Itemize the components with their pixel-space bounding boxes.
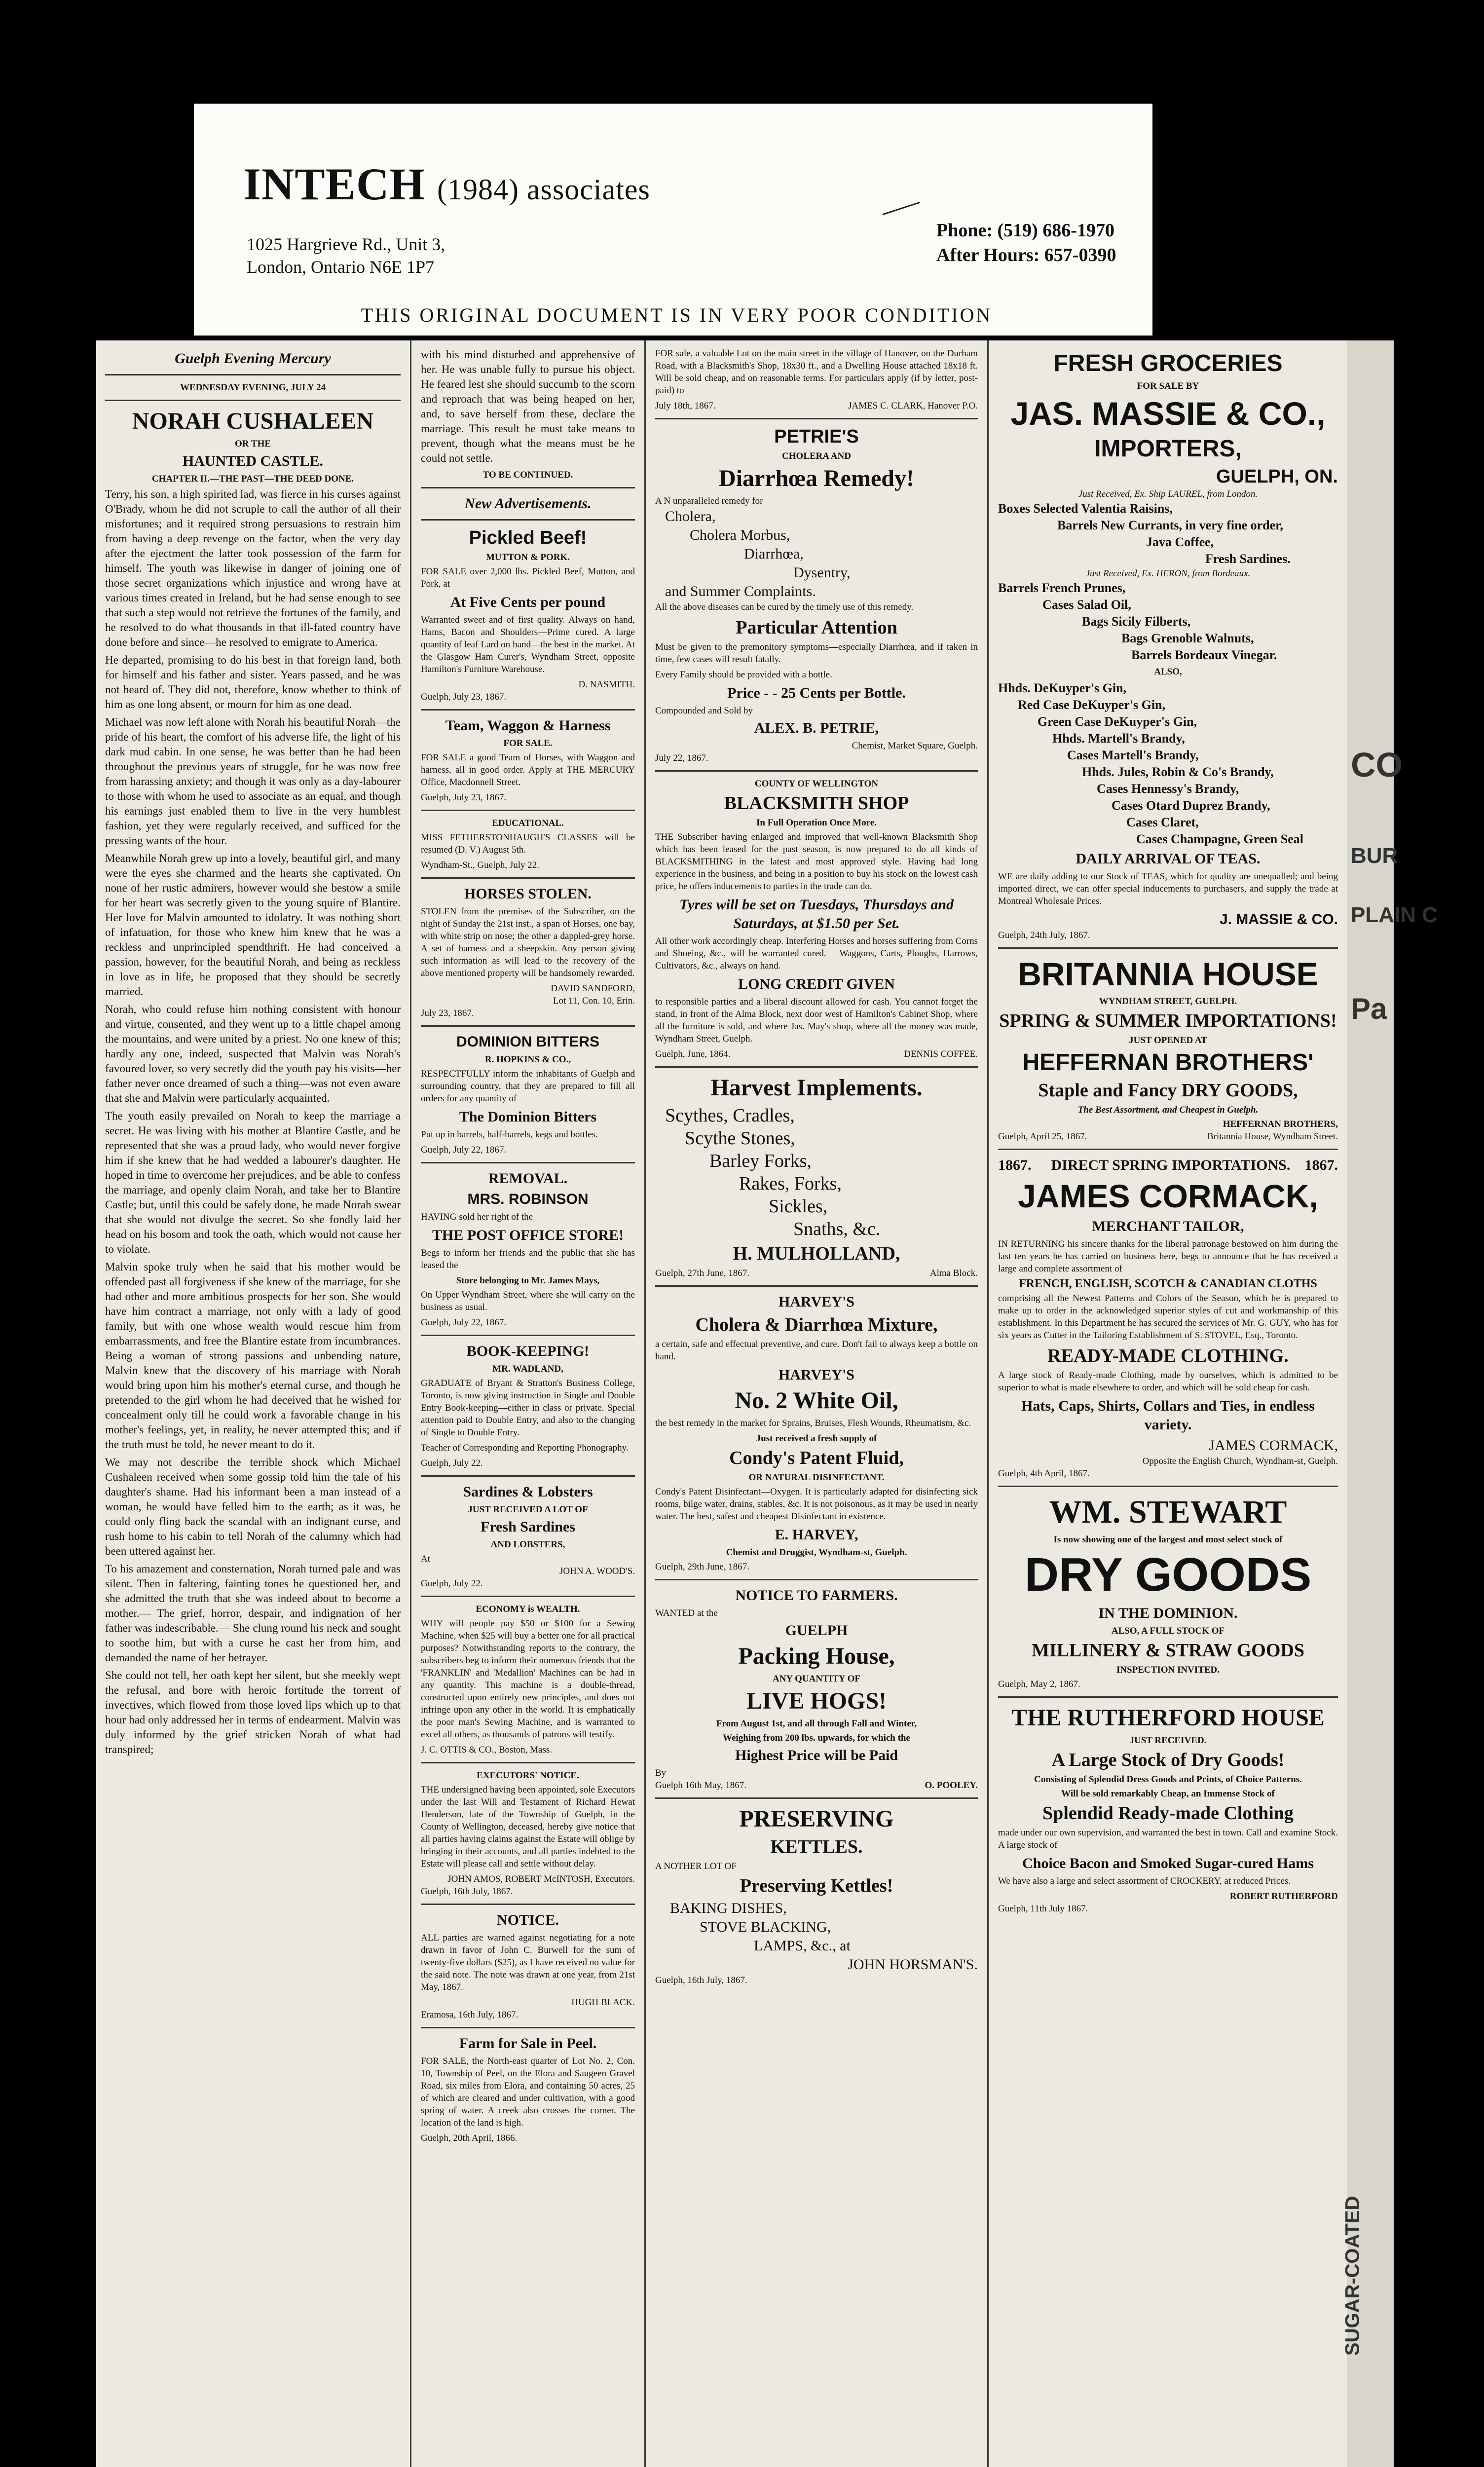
ad-body: MISS FETHERSTONHAUGH'S CLASSES will be resumed (D. V.) August 5th. bbox=[421, 832, 635, 855]
strip-text: CO bbox=[1351, 746, 1403, 784]
ad-body: FOR SALE a good Team of Horses, with Waggon and harness, all in good order. Apply at THE MERCURY Office, Macdonnell Street. bbox=[421, 752, 635, 787]
story-paragraph: We may not describe the terrible shock which Michael Cushaleen received when some gossip told him the tale of his daughter's shame. Had his informant been a man instead of a woman, he would have felled him to the earth; as it was, he could only fling back the scandal with an indignant curse, and rush home to his cabin to tell Norah of the calumny which had been uttered against her. bbox=[105, 1456, 401, 1557]
story-subtitle: OR THE bbox=[234, 439, 271, 449]
ad-product: READY-MADE CLOTHING. bbox=[1047, 1346, 1289, 1366]
ad-body: Consisting of Splendid Dress Goods and Prints, of Choice Patterns. bbox=[1034, 1774, 1302, 1785]
ad-signature: E. HARVEY, bbox=[775, 1527, 858, 1543]
ad-body: ANY QUANTITY OF bbox=[772, 1674, 861, 1684]
ad-body: A NOTHER LOT OF bbox=[655, 1861, 737, 1871]
ad-date: Guelph, 16th July, 1867. bbox=[421, 1886, 513, 1897]
ad-body: ALSO, A FULL STOCK OF bbox=[1111, 1626, 1225, 1636]
ad-product: Cholera & Diarrhœa Mixture, bbox=[695, 1314, 938, 1335]
ad-body: FOR SALE over 2,000 lbs. Pickled Beef, Mutton, and Pork, at bbox=[421, 566, 635, 589]
ad-date: Guelph, 29th June, 1867. bbox=[655, 1562, 750, 1572]
list-item: Rakes, Forks, bbox=[739, 1173, 842, 1194]
ad-signature: ROBERT RUTHERFORD bbox=[1229, 1891, 1338, 1902]
column-3 bbox=[646, 340, 987, 2467]
ad-title: HORSES STOLEN. bbox=[464, 886, 592, 902]
ad-signature: ALEX. B. PETRIE, bbox=[754, 720, 879, 736]
list-item: Green Case DeKuyper's Gin, bbox=[1038, 714, 1197, 729]
ad-date: July 23, 1867. bbox=[421, 1008, 474, 1018]
ad-product: Fresh Sardines bbox=[481, 1519, 575, 1535]
ad-subtitle: ALSO, bbox=[1154, 667, 1182, 677]
ad-address: Alma Block. bbox=[929, 1268, 978, 1278]
column-rule bbox=[644, 340, 646, 2467]
list-item: STOVE BLACKING, bbox=[700, 1919, 831, 1935]
list-item: Cases Otard Duprez Brandy, bbox=[1112, 798, 1270, 813]
ad-body: a certain, safe and effectual preventive, and cure. Don't fail to always keep a bottle on hand. bbox=[655, 1339, 978, 1362]
column-2 bbox=[412, 340, 644, 2467]
ad-price: At Five Cents per pound bbox=[450, 594, 606, 610]
list-item: Hhds. Jules, Robin & Co's Brandy, bbox=[1082, 765, 1274, 779]
ad-body: Weighing from 200 lbs. upwards, for which the bbox=[723, 1733, 910, 1743]
ad-subtitle: Particular Attention bbox=[736, 617, 897, 638]
ad-product: MILLINERY & STRAW GOODS bbox=[1032, 1640, 1304, 1661]
ad-title: DAILY ARRIVAL OF TEAS. bbox=[1076, 851, 1261, 867]
section-heading: New Advertisements. bbox=[464, 495, 592, 512]
ad-body: FOR SALE, the North-east quarter of Lot No. 2, Con. 10, Township of Peel, on the Elora and Saugeen Gravel Road, six miles from Elora, and containing 50 acres, 25 of which are cleared and under cultivation, with a good spring of water. A creek also crosses the corner. The location of the land is high. bbox=[421, 2056, 635, 2128]
ad-date: Eramosa, 16th July, 1867. bbox=[421, 2010, 519, 2020]
ad-product: DRY GOODS bbox=[1024, 1548, 1312, 1601]
ad-product: Store belonging to Mr. James Mays, bbox=[456, 1275, 600, 1286]
list-item: Cases Salad Oil, bbox=[1042, 598, 1131, 612]
ad-date: July 22, 1867. bbox=[655, 753, 708, 763]
ad-date: Guelph, 16th July, 1867. bbox=[655, 1975, 747, 1985]
company-address: 1025 Hargrieve Rd., Unit 3, London, Ontario N6E 1P7 bbox=[247, 234, 445, 277]
ad-date: Guelph, 11th July 1867. bbox=[998, 1904, 1088, 1914]
story-paragraph: with his mind disturbed and apprehensive of her. He was unable fully to pursue his object. He feared lest she should succumb to the scorn and reproach that was being heaped on her, and, to save herself from these, declare the marriage. This result he must take means to prevent, though what the means must be he could not settle. bbox=[421, 348, 635, 464]
ad-signature: HEFFERNAN BROTHERS, bbox=[1223, 1119, 1338, 1129]
ad-subtitle: FOR SALE. bbox=[503, 738, 553, 748]
ad-product: No. 2 White Oil, bbox=[735, 1387, 898, 1414]
ad-signature: DAVID SANDFORD, bbox=[551, 983, 635, 994]
ad-signature: J. MASSIE & CO. bbox=[1219, 911, 1338, 928]
ad-title: FRESH GROCERIES bbox=[1053, 350, 1283, 376]
ad-title: Harvest Implements. bbox=[710, 1075, 923, 1101]
story-paragraph: Malvin spoke truly when he said that his mother would be offended past all forgiveness if she knew of the marriage, for she had other and more ambitious prospects for her son. She would have him contract a marriage, not only with a lady of good family, but with one whose wealth would rescue him from embarrassments, and free the Blantire estate from incumbrances. Being a woman of strong passions and unbending nature, Malvin knew that the discovery of his marriage with Norah would bring upon him his mother's eternal curse, and though he pretended to the girl whom he had deceived that he wished for concealment only till he could work a favorable change in his mother's feelings, yet, in reality, he never attempted this; and if the truth must be told, he never meant to do it. bbox=[105, 1261, 401, 1451]
arrow-mark bbox=[882, 202, 926, 234]
remedy-list bbox=[655, 507, 978, 601]
ad-body: WHY will people pay $50 or $100 for a Sewing Machine, when $25 will buy a better one for all practical purposes? Notwithstanding reports to the contrary, the subscribers beg to inform their numerous friends that the 'FRANKLIN' and 'Medallion' Machines can be had in any quantity. This machine is a double-thread, constructed upon entirely new principles, and does not infringe upon any other in the world. It is emphatically the poor man's Sewing Machine, and is warranted to excel all others, as thousands of patrons will testify. bbox=[421, 1618, 635, 1740]
column-4 bbox=[989, 340, 1347, 2467]
ad-product: Diarrhœa Remedy! bbox=[719, 465, 914, 491]
list-item: Cases Claret, bbox=[1126, 815, 1199, 829]
list-item: Scythes, Cradles, bbox=[665, 1105, 795, 1126]
ad-title: HARVEY'S bbox=[779, 1294, 854, 1310]
ad-signature: H. MULHOLLAND, bbox=[733, 1243, 900, 1264]
ad-body: A N unparalleled remedy for bbox=[655, 496, 763, 506]
ad-body: We have also a large and select assortment of CROCKERY, at reduced Prices. bbox=[998, 1876, 1291, 1886]
ad-body: Warranted sweet and of first quality. Always on hand, Hams, Bacon and Shoulders—Prime cured. A large quantity of leaf Lard on hand—the best in the market. At the Glasgow Ham Curer's, Wyndham Street, opposite Hamilton's Furniture Warehouse. bbox=[421, 615, 635, 674]
ad-title: Pickled Beef! bbox=[469, 527, 587, 548]
story-paragraph: To his amazement and consternation, Norah turned pale and was silent. Then in faltering, fainting tones he questioned her, and she admitted the truth that she was indeed about to become a mother.— The grief, horror, despair, and indignation of her father was indescribable.— She clung round his neck and sought to soothe him, but with a curse he cast her from him, and demanded the name of her betrayer. bbox=[105, 1563, 401, 1664]
strip-text: SUGAR-COATED bbox=[1341, 2196, 1364, 2356]
ad-signature: JOHN A. WOOD'S. bbox=[559, 1566, 635, 1576]
story-paragraph: She could not tell, her oath kept her silent, but she meekly wept the refusal, and bore with heroic fortitude the torrent of invectives, which flowed from those loved lips which up to that hour had only addressed her in terms of endearment. Malvin was duly informed by the grief stricken Norah of what had transpired; bbox=[105, 1669, 401, 1756]
list-item: Cases Champagne, Green Seal bbox=[1136, 832, 1303, 846]
ad-signature: JAMES CORMACK, bbox=[1209, 1437, 1338, 1454]
ad-date: Guelph, 4th April, 1867. bbox=[998, 1468, 1090, 1479]
adjacent-page-strip bbox=[1341, 340, 1438, 2467]
list-item: Fresh Sardines. bbox=[1205, 552, 1291, 566]
ad-product: Choice Bacon and Smoked Sugar-cured Hams bbox=[1022, 1855, 1314, 1871]
ad-body: STOLEN from the premises of the Subscriber, on the night of Sunday the 21st inst., a span of Horses, one bay, with white strip on nose; the other a dappled-grey horse. A set of harness and a sheepskin. Any person giving such information as will lead to the recovery of the above mentioned property will be handsomely rewarded. bbox=[421, 906, 635, 978]
ad-signature: JAMES C. CLARK, Hanover P.O. bbox=[848, 401, 978, 411]
masthead: Guelph Evening Mercury bbox=[175, 350, 331, 367]
ad-date: Guelph 16th May, 1867. bbox=[655, 1780, 747, 1791]
list-item: Cholera, bbox=[665, 508, 716, 524]
ad-body: WANTED at the bbox=[655, 1608, 718, 1618]
firm-name: JAS. MASSIE & CO., bbox=[1010, 395, 1326, 432]
ad-body: Will be sold remarkably Cheap, an Immense Stock of bbox=[1061, 1789, 1275, 1799]
list-item: Bags Sicily Filberts, bbox=[1082, 614, 1191, 629]
ad-body: Condy's Patent Disinfectant—Oxygen. It is particularly adapted for disinfecting sick rooms, bilge water, drains, stables, &c. It is not poisonous, as it may be used in nearly water. The best, safest and cheapest Disinfectant in existence. bbox=[655, 1487, 978, 1522]
ad-product: Condy's Patent Fluid, bbox=[729, 1448, 904, 1468]
continued-notice: TO BE CONTINUED. bbox=[482, 470, 573, 480]
ad-title: DOMINION BITTERS bbox=[456, 1034, 599, 1050]
ad-date: Guelph, April 25, 1867. bbox=[998, 1131, 1087, 1142]
condition-notice: THIS ORIGINAL DOCUMENT IS IN VERY POOR CONDITION bbox=[361, 304, 993, 326]
ad-product: THE POST OFFICE STORE! bbox=[432, 1227, 624, 1243]
ad-name: MRS. ROBINSON bbox=[467, 1191, 589, 1207]
ad-signature: JOHN AMOS, ROBERT McINTOSH, Executors. bbox=[447, 1874, 635, 1884]
story-title: NORAH CUSHALEEN bbox=[132, 408, 374, 434]
implements-list bbox=[655, 1104, 978, 1240]
ad-body: Compounded and Sold by bbox=[655, 706, 753, 716]
ad-product: Hats, Caps, Shirts, Collars and Ties, in endless variety. bbox=[1021, 1398, 1315, 1433]
ad-title: ECONOMY is WEALTH. bbox=[476, 1604, 580, 1614]
column-1 bbox=[96, 340, 409, 2467]
ad-date: Guelph, July 22, 1867. bbox=[421, 1145, 507, 1155]
ad-title: REMOVAL. bbox=[488, 1170, 568, 1187]
column-rule bbox=[410, 340, 411, 2467]
ad-subtitle: MERCHANT TAILOR, bbox=[1092, 1218, 1244, 1234]
ad-subtitle: IN THE DOMINION. bbox=[1098, 1605, 1238, 1621]
story-paragraph: The youth easily prevailed on Norah to keep the marriage a secret. He was living with his mother at Blantire Castle, and he represented that she was a proud lady, who would never forgive him if she knew that he had wedded a labourer's daughter. He hoped in time to overcome her prejudices, and be able to confess the marriage, and openly claim Norah, and take her to Blantire Castle; but, until this could be safely done, he made Norah swear that she would not divulge the secret. So she fondly laid her head on his bosom and took the oath, which would not cause her to violate. bbox=[105, 1110, 401, 1255]
column-rule bbox=[987, 340, 989, 2467]
ad-body: A large stock of Ready-made Clothing, made by ourselves, which is admitted to be superior to what is made elsewhere to order, and which will be sold cheap for cash. bbox=[998, 1370, 1338, 1393]
ad-subtitle: MUTTON & PORK. bbox=[485, 552, 570, 562]
ad-body: Is now showing one of the largest and most select stock of bbox=[1053, 1534, 1283, 1545]
ad-header: DIRECT SPRING IMPORTATIONS. bbox=[1051, 1157, 1291, 1173]
ad-body: Tyres will be set on Tuesdays, Thursdays and Saturdays, at $1.50 per Set. bbox=[679, 897, 954, 932]
ad-body: Just Received, Ex. Ship LAUREL, from London. bbox=[1078, 489, 1258, 499]
ad-address: Britannia House, Wyndham Street. bbox=[1207, 1131, 1338, 1142]
ad-product: Preserving Kettles! bbox=[740, 1875, 893, 1896]
newspaper-page bbox=[96, 340, 1347, 2467]
ad-price: Highest Price will be Paid bbox=[735, 1747, 898, 1763]
story-subtitle: HAUNTED CASTLE. bbox=[182, 453, 324, 469]
firm-name: WM. STEWART bbox=[1049, 1494, 1287, 1530]
company-phone: Phone: (519) 686-1970 After Hours: 657-0390 bbox=[936, 220, 1116, 265]
ad-body: Put up in barrels, half-barrels, kegs and bottles. bbox=[421, 1129, 598, 1140]
list-item: Barrels New Currants, in very fine order, bbox=[1057, 518, 1283, 532]
ad-body: THE Subscriber having enlarged and improved that well-known Blacksmith Shop which has been leased for the past season, is now prepared to do all kinds of BLACKSMITHING in the latest and most approved style. Having had long experience in the business, and being in a position to buy his stock on the lowest cash price, he offers inducements to parties in the trade can do. bbox=[655, 832, 978, 892]
list-item: Scythe Stones, bbox=[685, 1128, 795, 1149]
ad-date: Guelph, 24th July, 1867. bbox=[998, 930, 1090, 940]
ad-body: On Upper Wyndham Street, where she will carry on the business as usual. bbox=[421, 1290, 635, 1312]
ad-date: Guelph, July 23, 1867. bbox=[421, 692, 507, 702]
ad-body: All other work accordingly cheap. Interfering Horses and horses suffering from Corns and Shoeing, &c., will be warranted cured.— Waggons, Carts, Ploughs, Harrows, Cultivators, &c., always on hand. bbox=[655, 936, 978, 971]
ad-signature: D. NASMITH. bbox=[578, 679, 635, 690]
ad-signature: J. C. OTTIS & CO., Boston, Mass. bbox=[421, 1745, 553, 1755]
ad-subtitle: In Full Operation Once More. bbox=[756, 818, 877, 828]
ad-title: PETRIE'S bbox=[774, 426, 859, 447]
ad-year: 1867. bbox=[998, 1157, 1032, 1173]
ad-title: BOOK-KEEPING! bbox=[466, 1343, 590, 1359]
ad-subtitle: SPRING & SUMMER IMPORTATIONS! bbox=[999, 1010, 1337, 1031]
ad-product: Splendid Ready-made Clothing bbox=[1042, 1803, 1294, 1824]
ad-price: Price - - 25 Cents per Bottle. bbox=[727, 685, 906, 701]
list-item: Cases Hennessy's Brandy, bbox=[1097, 782, 1239, 796]
ad-title: NOTICE. bbox=[497, 1912, 559, 1928]
story-paragraph: Terry, his son, a high spirited lad, was fierce in his curses against O'Brady, whom he did not scruple to call the author of all their misfortunes; and it required strong persuasions to restrain him from having a deep revenge on the factor, when the very day after the ejectment the latter took possession of the farm for himself. The youth was likewise in danger of joining one of those secret organizations which injustice and wrong have at various times created in Ireland, but he had sense enough to see that such a step would not retrieve the fortunes of the family, and he resolved to do what thousands in that ill-fated country have done before and since—he resolved to emigrate to America. bbox=[105, 488, 401, 648]
ad-signature: HUGH BLACK. bbox=[571, 1997, 635, 2008]
ad-address: Chemist and Druggist, Wyndham-st, Guelph. bbox=[726, 1547, 907, 1558]
ad-title: KETTLES. bbox=[770, 1836, 863, 1857]
list-item: Snaths, &c. bbox=[793, 1219, 881, 1239]
dateline: WEDNESDAY EVENING, JULY 24 bbox=[180, 382, 326, 393]
story-paragraph: He departed, promising to do his best in that foreign land, both for himself and his father and sister. Years passed, and he was not heard of. They did not, therefore, know whether to think of him as one long absent, or mourn for him as one dead. bbox=[105, 654, 401, 710]
ad-product: LIVE HOGS! bbox=[746, 1688, 887, 1714]
ad-subtitle: R. HOPKINS & CO., bbox=[484, 1054, 571, 1065]
ad-title: EXECUTORS' NOTICE. bbox=[477, 1770, 579, 1781]
list-item: Hhds. DeKuyper's Gin, bbox=[998, 681, 1127, 695]
ad-body: IN RETURNING his sincere thanks for the liberal patronage bestowed on him during the last ten years he has carried on business here, begs to announce that he has received a large and complete assortment of bbox=[998, 1239, 1338, 1274]
list-item: Red Case DeKuyper's Gin, bbox=[1018, 698, 1165, 712]
ad-date: Guelph, May 2, 1867. bbox=[998, 1679, 1080, 1689]
ad-date: Guelph, July 22, 1867. bbox=[421, 1317, 507, 1328]
ad-body: HAVING sold her right of the bbox=[421, 1212, 533, 1222]
ad-body: Begs to inform her friends and the public that she has leased the bbox=[421, 1248, 635, 1271]
ad-product: The Dominion Bitters bbox=[459, 1109, 597, 1125]
ad-date: Guelph, July 23, 1867. bbox=[421, 792, 507, 803]
list-item: Barrels French Prunes, bbox=[998, 581, 1126, 595]
strip-text: BUR bbox=[1351, 844, 1398, 868]
list-item: Bags Grenoble Walnuts, bbox=[1121, 631, 1254, 645]
ad-title: Sardines & Lobsters bbox=[463, 1484, 593, 1500]
list-item: BAKING DISHES, bbox=[670, 1900, 787, 1916]
company-name: INTECH (1984) associates bbox=[243, 159, 650, 209]
ad-body: comprising all the Newest Patterns and Colors of the Season, which he is prepared to make up to order in the acknowledged superior styles of cut and workmanship of this establishment. In this Department he has secured the services of Mr. G. GUY, who has for six years as Cutter in the Tailoring Establishment of S. STOVEL, Esq., Toronto. bbox=[998, 1293, 1338, 1341]
ad-address: Opposite the English Church, Wyndham-st, Guelph. bbox=[1142, 1456, 1338, 1466]
ad-date: Guelph, June, 1864. bbox=[655, 1049, 731, 1059]
ad-title: HARVEY'S bbox=[779, 1367, 854, 1383]
ad-subtitle: JUST RECEIVED. bbox=[1129, 1735, 1207, 1746]
ad-title: THE RUTHERFORD HOUSE bbox=[1011, 1705, 1325, 1731]
firm-name: HEFFERNAN BROTHERS' bbox=[1022, 1049, 1314, 1076]
ad-body: JUST OPENED AT bbox=[1129, 1035, 1207, 1046]
ad-body: to responsible parties and a liberal discount allowed for cash. You cannot forget the stand, in front of the Alma Block, next door west of Hamilton's Cabinet Shop, where all the furniture is sold, and where Jas. May's shop, where all the money was made, Wyndham Street, Guelph. bbox=[655, 997, 978, 1044]
ad-body: INSPECTION INVITED. bbox=[1116, 1665, 1220, 1675]
ad-body: ALL parties are warned against negotiating for a note drawn in favor of John C. Burwell for the sum of twenty-five dollars ($25), as I have received no value for the said note. The note was drawn at one year, from 21st May, 1867. bbox=[421, 1933, 635, 1992]
ad-title: BLACKSMITH SHOP bbox=[724, 793, 909, 814]
ad-date: Wyndham-St., Guelph, July 22. bbox=[421, 860, 540, 870]
ad-header: COUNTY OF WELLINGTON bbox=[754, 779, 879, 789]
ad-signature: JOHN HORSMAN'S. bbox=[848, 1956, 978, 1973]
ad-product: FRENCH, ENGLISH, SCOTCH & CANADIAN CLOTHS bbox=[1019, 1277, 1317, 1290]
ad-signature: Lot 11, Con. 10, Erin. bbox=[553, 996, 635, 1006]
ad-body: THE undersigned having been appointed, sole Executors under the last Will and Testament of Richard Hewat Henderson, late of the Township of Guelph, in the County of Wellington, deceased, hereby give notice that all parties having claims against the Estate will oblige by bringing in their accounts, and all parties indebted to the Estate will please call and settle without delay. bbox=[421, 1785, 635, 1869]
ad-title: PRESERVING bbox=[739, 1806, 894, 1832]
list-item: and Summer Complaints. bbox=[665, 583, 816, 599]
ad-date: Guelph, 27th June, 1867. bbox=[655, 1268, 750, 1278]
ad-body: made under our own supervision, and warranted the best in town. Call and examine Stock. A large stock of bbox=[998, 1828, 1338, 1850]
ad-subtitle: GUELPH bbox=[785, 1622, 848, 1639]
story-paragraph: Meanwhile Norah grew up into a lovely, beautiful girl, and many were the eyes she charmed and the hearts she captivated. On none of her rustic admirers, however would she bestow a smile for her heart was secretly given to the young squire of Blantire. Her love for Malvin amounted to idolatry. It was nothing short of infatuation, for those who knew him knew that he was a reckless and unprincipled spendthrift. He had conceived a passion, however, for the beautiful Norah, and being as reckless in love as in life, he proposed that they should be secretly married. bbox=[105, 852, 401, 998]
firm-name: JAMES CORMACK, bbox=[1018, 1178, 1318, 1214]
ad-body: From August 1st, and all through Fall and Winter, bbox=[716, 1719, 917, 1729]
ad-body: Just Received, Ex. HERON, from Bordeaux. bbox=[1085, 568, 1251, 579]
strip-text: PLAIN C bbox=[1351, 903, 1438, 927]
ad-title: Team, Waggon & Harness bbox=[445, 717, 611, 734]
ad-date: Guelph, July 22. bbox=[421, 1458, 483, 1468]
list-item: Diarrhœa, bbox=[744, 546, 804, 562]
story-paragraph: Norah, who could refuse him nothing consistent with honour and virtue, consented, and they went up to a little chapel among the mountains, and were united by a priest. No one knew of this; hardly any one, indeed, suspected that Malvin was Norah's favoured lover, so very secretly did the youth pay his visits—her father never once dreamed of such a thing—was not even aware that she and Malvin were particularly acquainted. bbox=[105, 1003, 401, 1104]
chapter-heading: CHAPTER II.—THE PAST—THE DEED DONE. bbox=[151, 474, 354, 484]
list-item: Cholera Morbus, bbox=[690, 527, 790, 543]
ad-body: All the above diseases can be cured by the timely use of this remedy. bbox=[655, 602, 914, 612]
ad-body: the best remedy in the market for Sprains, Bruises, Flesh Wounds, Rheumatism, &c. bbox=[655, 1418, 971, 1428]
ad-subtitle: LONG CREDIT GIVEN bbox=[738, 976, 895, 992]
list-item: Dysentry, bbox=[793, 564, 851, 581]
ad-body: The Best Assortment, and Cheapest in Guelph. bbox=[1077, 1105, 1259, 1115]
ad-product: Staple and Fancy DRY GOODS, bbox=[1038, 1080, 1298, 1101]
list-item: Cases Martell's Brandy, bbox=[1067, 748, 1199, 762]
ad-body: Teacher of Corresponding and Reporting Phonography. bbox=[421, 1443, 629, 1453]
ad-subtitle: OR NATURAL DISINFECTANT. bbox=[748, 1472, 885, 1483]
ad-name: MR. WADLAND, bbox=[492, 1364, 563, 1374]
ad-body: Just received a fresh supply of bbox=[756, 1433, 877, 1444]
ad-body: WE are daily adding to our Stock of TEAS, which for quality are unequalled; and being imported direct, we can offer special inducements to purchasers, and supply the trade at Montreal Wholesale Prices. bbox=[998, 871, 1338, 906]
list-item: Barrels Bordeaux Vinegar. bbox=[1131, 648, 1277, 662]
ad-body: Every Family should be provided with a bottle. bbox=[655, 670, 832, 680]
ad-title: Farm for Sale in Peel. bbox=[459, 2035, 597, 2052]
ad-subtitle: IMPORTERS, bbox=[1094, 436, 1242, 462]
ad-signature: DENNIS COFFEE. bbox=[904, 1049, 978, 1059]
ad-body: GRADUATE of Bryant & Stratton's Business College, Toronto, is now giving instruction in Single and Double Entry Book-keeping—either in class or private. Special attention paid to Double Entry, and also to the changing of Single to Double Entry. bbox=[421, 1378, 635, 1438]
strip-text: Pa bbox=[1351, 992, 1387, 1025]
ad-body: By bbox=[655, 1768, 667, 1778]
ad-product: A Large Stock of Dry Goods! bbox=[1051, 1750, 1285, 1770]
ad-body: FOR sale, a valuable Lot on the main street in the village of Hanover, on the Durham Road, with a Blacksmith's Shop, 18x30 ft., and a Dwelling House attached 18x18 ft. Will be sold cheap, and on reasonable terms. For particulars apply (if by letter, post-paid) to bbox=[655, 348, 978, 396]
ad-address: Chemist, Market Square, Guelph. bbox=[852, 741, 978, 751]
microfilm-header-card bbox=[194, 104, 1152, 336]
ad-body: JUST RECEIVED A LOT OF bbox=[468, 1504, 588, 1515]
ad-body: Must be given to the premonitory symptoms—especially Diarrhœa, and if taken in time, few cases will result fatally. bbox=[655, 642, 978, 665]
ad-body: At bbox=[421, 1554, 430, 1564]
ad-address: GUELPH, ON. bbox=[1216, 466, 1338, 487]
ad-subtitle: CHOLERA AND bbox=[782, 451, 851, 461]
list-item: Barley Forks, bbox=[709, 1151, 812, 1171]
ad-body: RESPECTFULLY inform the inhabitants of Guelph and surrounding country, that they are prepared to fill all orders for any quantity of bbox=[421, 1069, 635, 1104]
ad-signature: O. POOLEY. bbox=[925, 1780, 978, 1791]
ad-subtitle: AND LOBSTERS, bbox=[490, 1539, 565, 1550]
ad-title: NOTICE TO FARMERS. bbox=[735, 1587, 898, 1604]
ad-title: EDUCATIONAL. bbox=[492, 818, 564, 828]
list-item: Java Coffee, bbox=[1146, 535, 1214, 549]
ad-address: WYNDHAM STREET, GUELPH. bbox=[1099, 996, 1237, 1007]
list-item: LAMPS, &c., at bbox=[754, 1938, 851, 1954]
ad-date: Guelph, 20th April, 1866. bbox=[421, 2133, 518, 2143]
ad-year: 1867. bbox=[1304, 1157, 1338, 1173]
ad-date: Guelph, July 22. bbox=[421, 1578, 483, 1589]
list-item: Hhds. Martell's Brandy, bbox=[1052, 731, 1185, 746]
list-item: Sickles, bbox=[769, 1196, 828, 1217]
ad-product: Packing House, bbox=[738, 1643, 895, 1669]
list-item: Boxes Selected Valentia Raisins, bbox=[998, 501, 1173, 516]
ad-date: July 18th, 1867. bbox=[655, 401, 716, 411]
story-paragraph: Michael was now left alone with Norah his beautiful Norah—the pride of his heart, the comfort of his adverse life, the light of his dark mud cabin. In one sense, he was better than he had been throughout the previous years of struggle, for he was now free from harassing anxiety; and though it was only as a day-labourer to those with whom he used to associate as an equal, and though his earnings just enabled them to live in the very humblest fashion, yet they were regularly received, and sufficed for the pressing wants of the hour. bbox=[105, 716, 401, 847]
ad-title: BRITANNIA HOUSE bbox=[1018, 956, 1318, 992]
ad-subtitle: FOR SALE BY bbox=[1137, 381, 1199, 391]
